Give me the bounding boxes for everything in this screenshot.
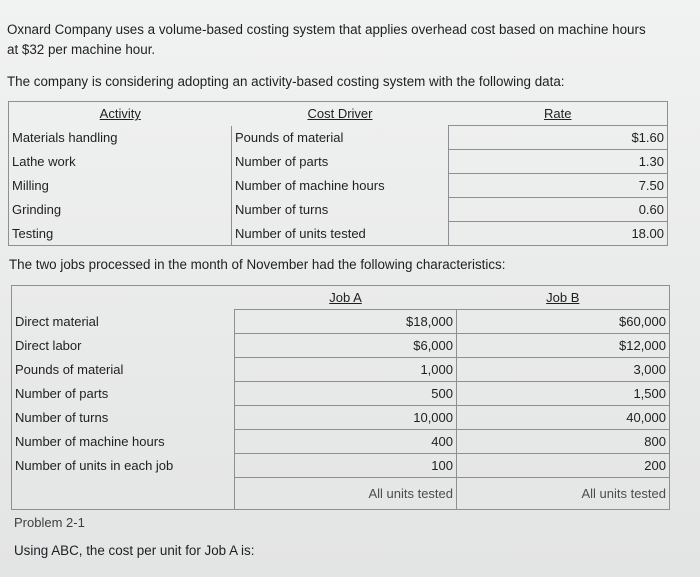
- table-row: [9, 222, 668, 246]
- job-b-value: 40,000: [457, 406, 670, 430]
- intro-line-1: Oxnard Company uses a volume-based costing system that applies overhead cost based on machine hours: [7, 22, 646, 37]
- intro-line-2: at $32 per machine hour.: [7, 42, 156, 57]
- cost-driver-cell: Number of machine hours: [232, 174, 449, 198]
- job-b-testing: All units tested: [457, 478, 670, 510]
- activity-cell: Milling: [9, 174, 232, 198]
- job-a-value: $6,000: [235, 334, 457, 358]
- rate-cell: 18.00: [449, 222, 668, 246]
- job-b-value: 200: [457, 454, 670, 478]
- header-job-a: Job A: [329, 290, 362, 305]
- table-row: [9, 198, 668, 222]
- item-label: Direct material: [12, 310, 235, 334]
- item-label: Pounds of material: [12, 358, 235, 382]
- cost-driver-cell: Number of units tested: [232, 222, 449, 246]
- activity-cell: Grinding: [9, 198, 232, 222]
- intro-text: [7, 20, 687, 60]
- cost-driver-cell: Number of parts: [232, 150, 449, 174]
- rate-cell: 1.30: [449, 150, 668, 174]
- job-b-value: 800: [457, 430, 670, 454]
- header-cost-driver: Cost Driver: [307, 106, 373, 122]
- item-label: Number of machine hours: [12, 430, 235, 454]
- job-a-value: $18,000: [235, 310, 457, 334]
- table-row: [12, 358, 670, 382]
- job-a-value: 500: [235, 382, 457, 406]
- cost-driver-cell: Number of turns: [232, 198, 449, 222]
- item-label: Number of units in each job: [12, 454, 235, 478]
- job-a-value: 10,000: [235, 406, 457, 430]
- rate-cell: 0.60: [449, 198, 668, 222]
- job-a-value: 400: [235, 430, 457, 454]
- abc-intro: The company is considering adopting an activity-based costing system with the following data:: [7, 74, 565, 89]
- cost-driver-cell: Pounds of material: [232, 126, 449, 150]
- table-row: [12, 430, 670, 454]
- rate-cell: 7.50: [449, 174, 668, 198]
- table-row: [12, 334, 670, 358]
- header-rate: Rate: [449, 102, 668, 126]
- item-label: Number of parts: [12, 382, 235, 406]
- job-a-value: 100: [235, 454, 457, 478]
- item-label: [12, 478, 235, 510]
- table-row: [9, 150, 668, 174]
- jobs-intro: The two jobs processed in the month of November had the following characteristics:: [9, 257, 506, 272]
- item-label: Number of turns: [12, 406, 235, 430]
- table-row: [9, 126, 668, 150]
- table-row: [12, 382, 670, 406]
- rate-cell: $1.60: [449, 126, 668, 150]
- table-row: [12, 478, 670, 510]
- job-a-value: 1,000: [235, 358, 457, 382]
- job-b-value: 3,000: [457, 358, 670, 382]
- table-row: [9, 174, 668, 198]
- activity-cell: Materials handling: [9, 126, 232, 150]
- jobs-table: [11, 285, 670, 510]
- table-row: [12, 454, 670, 478]
- table-row: [12, 406, 670, 430]
- job-b-value: 1,500: [457, 382, 670, 406]
- problem-question: Using ABC, the cost per unit for Job A is:: [14, 543, 255, 558]
- header-job-b: Job B: [546, 290, 580, 305]
- header-blank: [12, 286, 235, 310]
- item-label: Direct labor: [12, 334, 235, 358]
- activity-cell: Lathe work: [9, 150, 232, 174]
- table-row: [12, 310, 670, 334]
- job-a-testing: All units tested: [235, 478, 457, 510]
- header-activity: Activity: [9, 102, 232, 126]
- job-b-value: $12,000: [457, 334, 670, 358]
- activity-cell: Testing: [9, 222, 232, 246]
- problem-label: Problem 2-1: [14, 515, 85, 530]
- job-b-value: $60,000: [457, 310, 670, 334]
- activity-rate-table: [8, 101, 668, 246]
